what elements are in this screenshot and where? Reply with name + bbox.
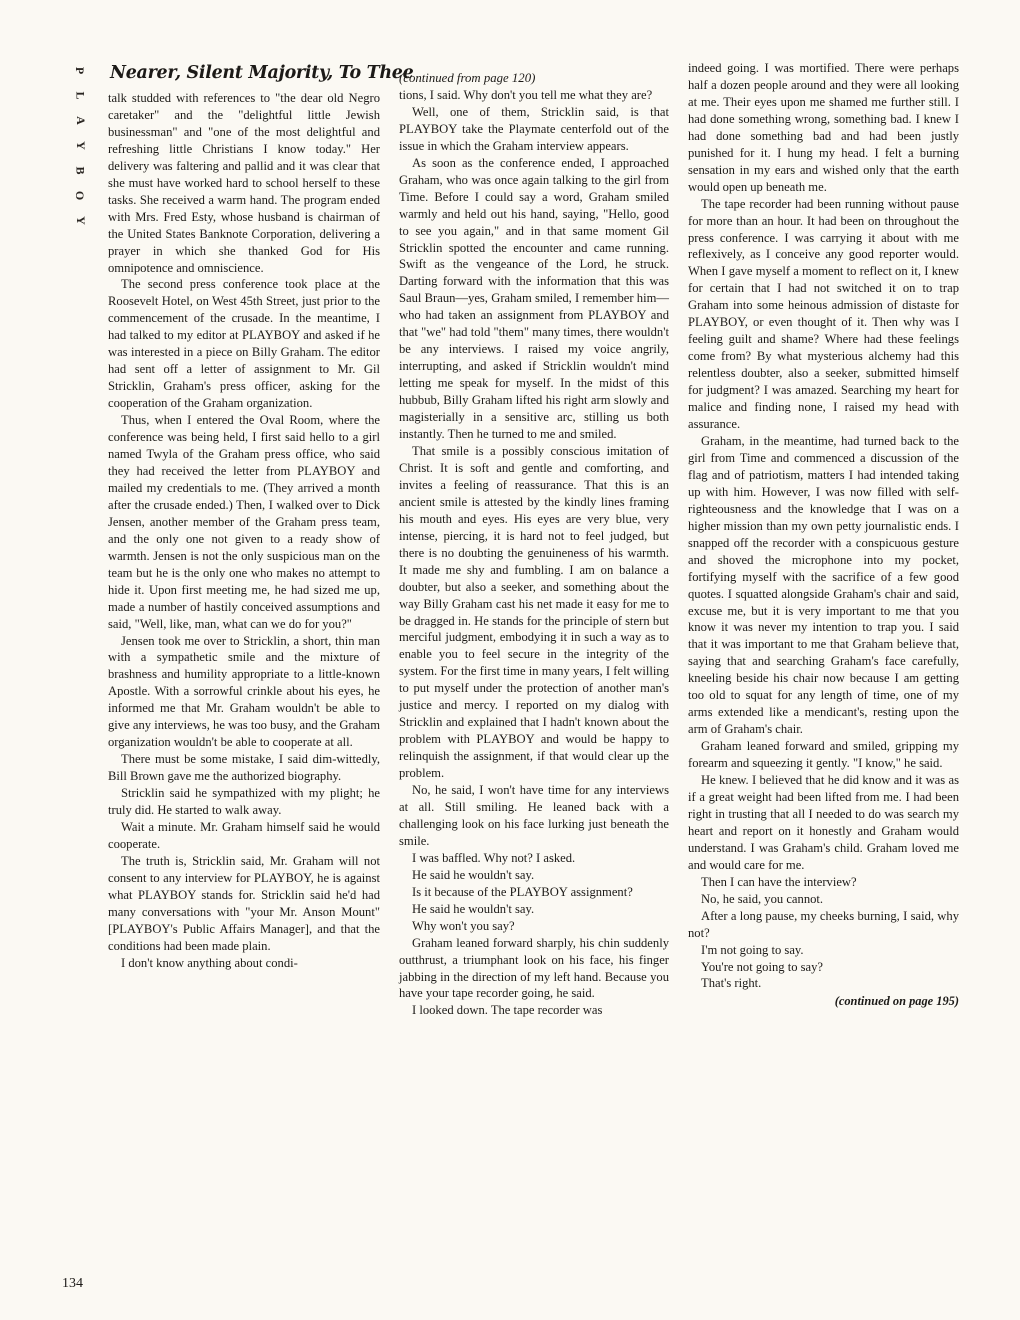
magazine-letter: A: [73, 116, 88, 125]
paragraph: You're not going to say?: [701, 959, 824, 974]
paragraph: tions, I said. Why don't you tell me what they are?: [399, 87, 653, 102]
paragraph: Is it because of the PLAYBOY assignment?: [412, 884, 633, 899]
paragraph: That smile is a possibly conscious imitation of Christ. It is soft and gentle and comforting, and invites a feeling of reassurance. That this is an ancient smile is attested by the kindly lines framing his mouth and eyes. His eyes are very blue, very intense, piercing, it is hard not to feel judged, but there is no doubting the genuineness of his warmth. It made me shy and fumbling. I am on balance a doubter, but also a seeker, and something about the way Billy Graham cast his net made it easy for me to be dragged in. He stands for the principle of stern but merciful judgment, embodying it in such a way as to enable you to feel secure in the integrity of the system. For the first time in many years, I felt willing to put myself under the protection of another man's justice and mercy. I reported on my dialog with Stricklin and explained that I hadn't known about the problem with PLAYBOY and would be happy to relinquish the assignment, if that would clear up the problem.: [399, 443, 669, 781]
magazine-letter: Y: [73, 216, 88, 225]
paragraph: The second press conference took place at the Roosevelt Hotel, on West 45th Street, just prior to the commencement of the crusade. In the meantime, I had talked to my editor at PLAYBOY and asked if he was interested in a piece on Billy Graham. The editor had sent off a letter of assignment to Mr. Gil Stricklin, Graham's press officer, asking for the cooperation of the Graham organization.: [108, 277, 380, 411]
continued-on-note: (continued on page 195): [834, 994, 959, 1009]
magazine-letter: Y: [73, 141, 88, 150]
text-column-1: [108, 62, 380, 972]
magazine-name-vertical: [70, 58, 90, 233]
magazine-letter: P: [73, 66, 88, 75]
paragraph: As soon as the conference ended, I approached Graham, who was once again talking to the girl from Time. Before I could say a word, Graham smiled warmly and held out his hand, saying, "Hello, good to see you again," and in that same moment Gil Stricklin spotted the encounter and came running. Swift as the vengeance of the Lord, he struck. Darting forward with the information that this was Saul Braun—yes, Graham smiled, I remember him—who had taken an assignment from PLAYBOY and that "we" had told "them" many times, there wouldn't be any interviews. I raised my voice angrily, interrupting, and asked if Stricklin wouldn't mind letting me speak for myself. In the midst of this hubbub, Billy Graham lifted his right arm slowly and magisterially in a sensitive arc, stilling us both instantly. Then he turned to me and smiled.: [399, 155, 669, 442]
paragraph: That's right.: [701, 976, 762, 991]
paragraph: I looked down. The tape recorder was: [412, 1003, 603, 1018]
paragraph: Stricklin said he sympathized with my plight; he truly did. He started to walk away.: [108, 786, 380, 818]
text-column-2: [399, 70, 669, 1019]
paragraph: The truth is, Stricklin said, Mr. Graham will not consent to any interview for PLAYBOY, he is against what PLAYBOY stands for. Stricklin said he'd had many conversations with "your Mr. Anson Mount" [PLAYBOY's Public Affairs Manager], and that the conditions had been made plain.: [108, 853, 380, 953]
paragraph: Graham leaned forward and smiled, gripping my forearm and squeezing it gently. "I know," he said.: [688, 739, 959, 771]
magazine-letter: B: [73, 166, 88, 175]
paragraph: Graham leaned forward sharply, his chin suddenly outthrust, a triumphant look on his face, his finger jabbing in the direction of my left hand. Because you have your tape recorder going, he said.: [399, 935, 669, 1001]
paragraph: No, he said, I won't have time for any interviews at all. Still smiling. He leaned back with a challenging look on his face lurking just beneath the smile.: [399, 783, 669, 848]
continued-from-note: (continued from page 120): [399, 71, 536, 85]
paragraph: Well, one of them, Stricklin said, is that PLAYBOY take the Playmate centerfold out of the issue in which the Graham interview appears.: [399, 104, 669, 153]
paragraph: Why won't you say?: [412, 918, 515, 933]
paragraph: No, he said, you cannot.: [701, 891, 824, 906]
article-headline: Nearer, Silent Majority, To Thee: [110, 63, 414, 83]
magazine-letter: O: [73, 190, 88, 201]
text-column-3: [688, 60, 959, 1010]
page-number: 134: [62, 1276, 83, 1291]
paragraph: Jensen took me over to Stricklin, a short, thin man with a sympathetic smile and the mixture of brashness and humility appropriate to a little-known Apostle. With a sorrowful crinkle about his eyes, he informed me that Mr. Graham wouldn't be able to give any interviews, he was too busy, and the Graham organization wouldn't be able to cooperate at all.: [108, 633, 380, 750]
paragraph: talk studded with references to "the dear old Negro caretaker" and the "delightful little Jewish businessman" and "one of the most delightful and refreshing little Christians I know today." Her delivery was faltering and pallid and it was clear that she must have worked hard to school herself to these tasks. She received a warm hand. The program ended with Mrs. Fred Esty, whose husband is chairman of the United States Banknote Corporation, delivering a prayer in which she thanked God for His omnipotence and omniscience.: [108, 91, 380, 275]
paragraph: Thus, when I entered the Oval Room, where the conference was being held, I first said hello to a girl named Twyla of the Graham press office, who said they had received the letter from PLAYBOY and mailed my credentials to me. (They arrived a month after the crusade ended.) Then, I walked over to Dick Jensen, another member of the Graham press team, and the only one not given to a ready show of warmth. Jensen is not the only suspicious man on the team but he is the only one who makes no attempt to hide it. Upon first meeting me, he had sized me up, made a number of hastily conceived assumptions and said, "Well, like, man, what can we do for you?": [108, 413, 380, 631]
paragraph: He said he wouldn't say.: [412, 867, 535, 882]
paragraph: He knew. I believed that he did know and it was as if a great weight had been lifted from me. I had been right in trusting that all I needed to do was search my heart and report on it honestly and Graham would understand. I was Graham's child. Graham loved me and would care for me.: [688, 773, 959, 872]
magazine-letter: L: [73, 91, 88, 100]
paragraph: Graham, in the meantime, had turned back to the girl from Time and commenced a discussion of the flag and of patriotism, matters I had intended taking up with him. However, I was now filled with self-righteousness and the knowledge that I was on a higher mission than my own petty journalistic ends. I snapped off the recorder with a conspicuous gesture and shoved the microphone into my pocket, fortifying myself with the sacrifice of a few good quotes. I squatted alongside Graham's chair and said, excuse me, but it is very important to me that you know it was never my intention to trap you. I said that it was important to me that Graham believe that, saying that and searching Graham's face carefully, kneeling beside his chair now because I am getting too old to squat for any length of time, one of my arms extended like a mendicant's, resting upon the arm of Graham's chair.: [688, 433, 959, 737]
paragraph: I was baffled. Why not? I asked.: [412, 850, 576, 865]
paragraph: He said he wouldn't say.: [412, 901, 535, 916]
paragraph: The tape recorder had been running without pause for more than an hour. It had been on throughout the press conference. I was carrying it about with me reflexively, as I conceive any good reporter would. When I gave myself a moment to reflect on it, I knew for certain that I had not switched it on to trap Graham into some heinous admission of distaste for PLAYBOY, or even thought of it. Then why was I feeling guilt and shame? Where had these feelings come from? By what mysterious alchemy had this relentless doubter, also a seeker, submitted himself for judgment? I was amazed. Searching my heart for malice and finding none, I raised my head with assurance.: [688, 196, 959, 432]
paragraph: Wait a minute. Mr. Graham himself said he would cooperate.: [108, 819, 380, 851]
paragraph: I don't know anything about condi-: [121, 955, 298, 970]
paragraph: Then I can have the interview?: [701, 874, 857, 889]
paragraph: After a long pause, my cheeks burning, I said, why not?: [688, 908, 959, 940]
paragraph: I'm not going to say.: [701, 942, 804, 957]
paragraph: indeed going. I was mortified. There were perhaps half a dozen people around and they were all looking at me. Their eyes upon me shamed me further still. I had done something wrong, something bad. I knew I had done something bad and had been justly punished for it. I hung my head. I felt a burning sensation in my ears and wished only that the earth would open up beneath me.: [688, 61, 959, 194]
paragraph: There must be some mistake, I said dim-wittedly, Bill Brown gave me the authorized biography.: [108, 752, 380, 784]
